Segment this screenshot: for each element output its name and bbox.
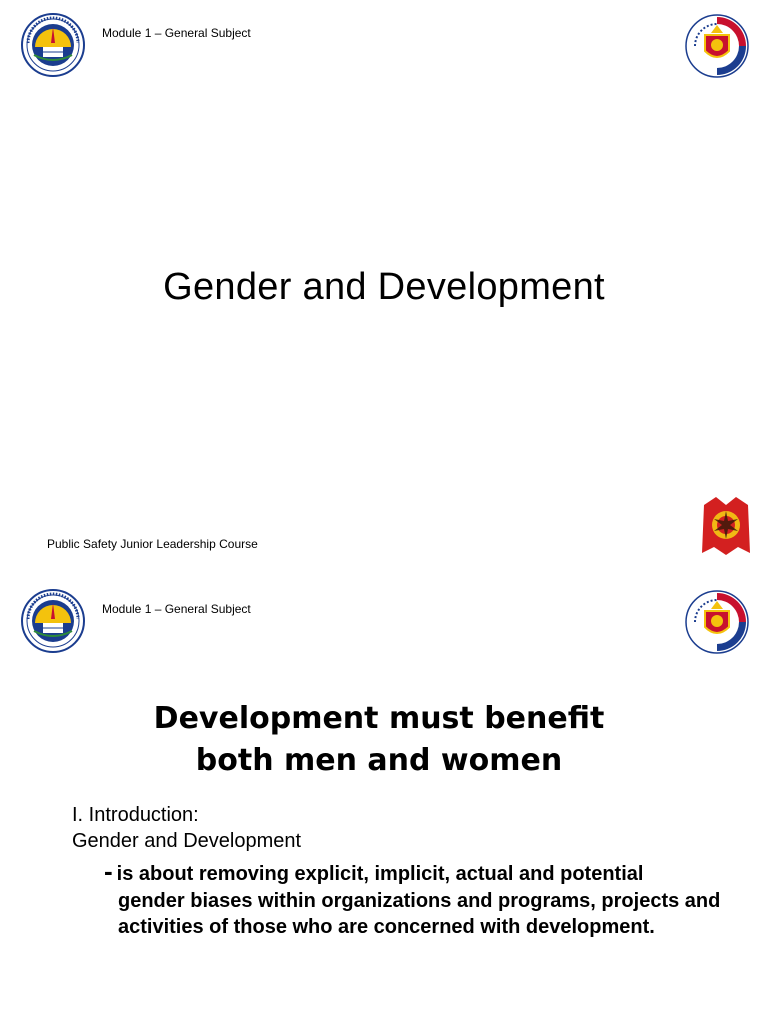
slide-title: Gender and Development [163,266,605,308]
pnp-emblem-icon [700,495,752,557]
intro-section [72,802,301,854]
npti-seal-icon [685,589,749,655]
academy-seal-icon [21,589,85,653]
headline-line-2: both men and women [195,743,563,778]
subsection-heading: Gender and Development [72,830,302,852]
definition-paragraph [104,858,724,941]
definition-first-line: is about removing explicit, implicit, actual and potential [116,863,644,885]
slide-headline [0,698,758,782]
definition-continuation: gender biases within organizations and programs, projects and activities of those who are concerned with development. [118,889,721,938]
module-label: Module 1 – General Subject [102,602,251,616]
npti-seal-icon [685,13,749,79]
academy-seal-icon [21,13,85,77]
headline-line-1: Development must benefit [153,701,605,736]
bullet-dash: - [104,856,113,886]
section-heading: I. Introduction: [72,804,199,826]
content-slide [0,576,768,1024]
module-label: Module 1 – General Subject [102,26,251,40]
course-label: Public Safety Junior Leadership Course [47,537,258,551]
